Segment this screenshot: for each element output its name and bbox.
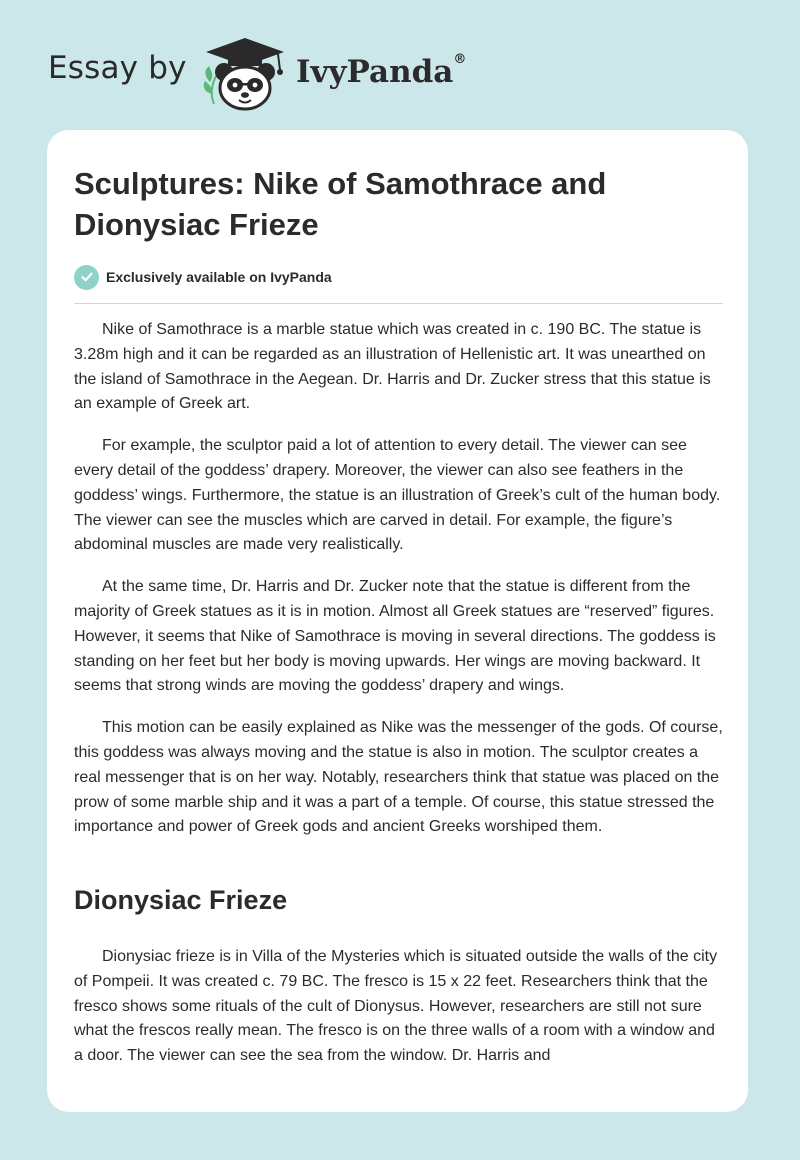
paragraph: For example, the sculptor paid a lot of attention to every detail. The viewer can see every detail of the goddess’ drapery. Moreover, the viewer can also see feathers in the goddess’ wings. Furthermore, the statue is an illustration of Greek’s cult of the human body. The viewer can see the muscles which are carved in detail. For example, the figure’s abdominal muscles are made very realistically. xyxy=(74,437,721,554)
paragraph: At the same time, Dr. Harris and Dr. Zucker note that the statue is different from the majority of Greek statues as it is in motion. Almost all Greek statues are “reserved” figures. However, it seems that Nike of Samothrace is moving in several directions. The goddess is standing on her feet but her body is moving upwards. Her wings are moving backward. It seems that strong winds are moving the goddess’ drapery and wings. xyxy=(74,578,716,695)
exclusive-badge xyxy=(74,264,332,290)
badge-label: Exclusively available on IvyPanda xyxy=(106,269,332,285)
essay-by-label: Essay by xyxy=(48,50,187,86)
paragraph: Nike of Samothrace is a marble statue which was created in c. 190 BC. The statue is 3.28m high and it can be regarded as an illustration of Hellenistic art. It was unearthed on the island of Samothrace in the Aegean. Dr. Harris and Dr. Zucker stress that this statue is an example of Greek art. xyxy=(74,321,711,413)
site-header xyxy=(48,34,508,114)
registered-mark: ® xyxy=(453,51,467,67)
panda-graduate-logo-icon[interactable] xyxy=(200,36,290,112)
section-heading: Dionysiac Frieze xyxy=(74,885,288,915)
divider xyxy=(74,303,723,304)
article-card xyxy=(47,130,748,1112)
paragraph: Dionysiac frieze is in Villa of the Mysteries which is situated outside the walls of the city of Pompeii. It was created c. 79 BC. The fresco is 15 x 22 feet. Researchers think that the fresco shows some rituals of the cult of Dionysus. However, researchers are still not sure what the frescos really mean. The fresco is on the three walls of a room with a window and a door. The viewer can see the sea from the window. Dr. Harris and xyxy=(74,948,718,1065)
checkmark-icon xyxy=(74,265,99,290)
page-title: Sculptures: Nike of Samothrace and Dionysiac Frieze xyxy=(74,166,607,242)
section-body xyxy=(74,945,725,1069)
paragraph: This motion can be easily explained as Nike was the messenger of the gods. Of course, this goddess was always moving and the statue is also in motion. The sculptor creates a real messenger that is on her way. Notably, researchers think that statue was placed on the prow of some marble ship and it was a part of a temple. Of course, this statue stressed the importance and power of Greek gods and ancient Greeks worshiped them. xyxy=(74,719,723,836)
brand-name[interactable]: IvyPanda® xyxy=(296,51,467,90)
article-body xyxy=(74,318,725,857)
